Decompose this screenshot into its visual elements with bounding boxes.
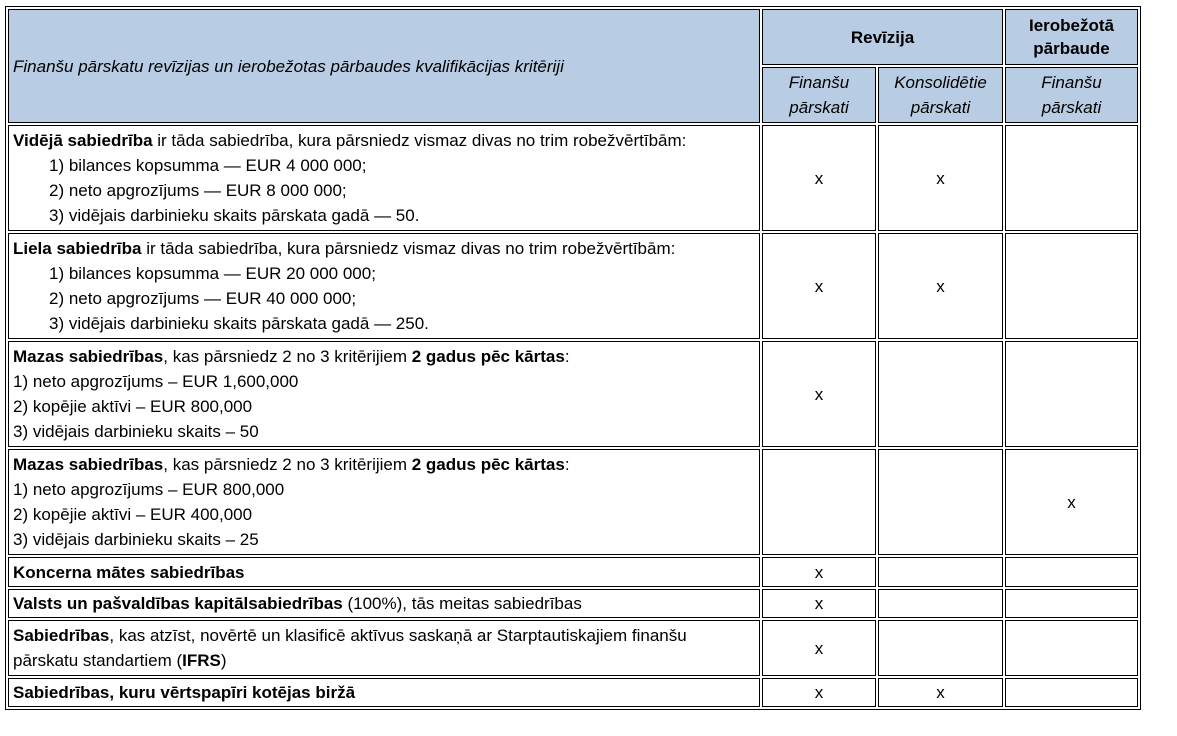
criterion-item: 1) neto apgrozījums – EUR 800,000 — [13, 480, 285, 499]
table-row — [8, 341, 1138, 447]
mark-cell — [878, 589, 1003, 618]
criterion-cell — [8, 233, 760, 339]
table-row — [8, 620, 1138, 676]
header-ierobezota-parbaude: Ierobežotā pārbaude — [1005, 9, 1138, 65]
header-sub-finansu-parskati: Finanšu pārskati — [762, 67, 876, 123]
criterion-item: 3) vidējais darbinieku skaits pārskata gadā — 50. — [49, 206, 420, 225]
mark-cell — [1005, 678, 1138, 707]
criterion-item: 2) kopējie aktīvi – EUR 800,000 — [13, 397, 253, 416]
mark-cell: x — [762, 125, 876, 231]
mark-cell: x — [762, 678, 876, 707]
criterion-cell: Valsts un pašvaldības kapitālsabiedrības (100%), tās meitas sabiedrības — [8, 589, 760, 618]
criterion-item: 2) neto apgrozījums — EUR 40 000 000; — [49, 289, 357, 308]
criterion-item: 1) bilances kopsumma — EUR 4 000 000; — [49, 156, 367, 175]
criterion-item: 3) vidējais darbinieku skaits pārskata gadā — 250. — [49, 314, 429, 333]
criterion-cell: Sabiedrības, kuru vērtspapīri kotējas biržā — [8, 678, 760, 707]
criterion-cell — [8, 449, 760, 555]
mark-cell: x — [878, 678, 1003, 707]
mark-cell — [1005, 620, 1138, 676]
mark-cell: x — [762, 620, 876, 676]
criterion-cell — [8, 125, 760, 231]
mark-cell — [1005, 233, 1138, 339]
table-row — [8, 233, 1138, 339]
table-title: Finanšu pārskatu revīzijas un ierobežotas pārbaudes kvalifikācijas kritēriji — [8, 9, 760, 123]
mark-cell — [878, 341, 1003, 447]
criterion-item: 3) vidējais darbinieku skaits – 25 — [13, 530, 259, 549]
mark-cell — [762, 449, 876, 555]
criteria-table — [5, 6, 1141, 710]
criterion-cell: Koncerna mātes sabiedrības — [8, 557, 760, 587]
mark-cell: x — [762, 557, 876, 587]
criterion-heading: Mazas sabiedrības, kas pārsniedz 2 no 3 kritērijiem 2 gadus pēc kārtas: — [13, 455, 570, 474]
table-row — [8, 589, 1138, 618]
table-row — [8, 449, 1138, 555]
mark-cell: x — [762, 341, 876, 447]
criterion-cell — [8, 341, 760, 447]
criterion-item: 3) vidējais darbinieku skaits – 50 — [13, 422, 259, 441]
mark-cell: x — [762, 589, 876, 618]
criterion-item: 2) neto apgrozījums — EUR 8 000 000; — [49, 181, 347, 200]
table-row — [8, 125, 1138, 231]
header-sub-konsolidetie-parskati: Konsolidētie pārskati — [878, 67, 1003, 123]
mark-cell — [878, 449, 1003, 555]
mark-cell: x — [878, 233, 1003, 339]
criterion-heading: Liela sabiedrība ir tāda sabiedrība, kura pārsniedz vismaz divas no trim robežvērtībām: — [13, 239, 676, 258]
mark-cell — [878, 620, 1003, 676]
mark-cell — [1005, 589, 1138, 618]
table-row — [8, 557, 1138, 587]
criterion-item: 1) neto apgrozījums – EUR 1,600,000 — [13, 372, 299, 391]
criterion-heading: Mazas sabiedrības, kas pārsniedz 2 no 3 kritērijiem 2 gadus pēc kārtas: — [13, 347, 570, 366]
mark-cell: x — [1005, 449, 1138, 555]
mark-cell — [878, 557, 1003, 587]
mark-cell — [1005, 557, 1138, 587]
header-revizija: Revīzija — [762, 9, 1003, 65]
mark-cell: x — [762, 233, 876, 339]
mark-cell — [1005, 341, 1138, 447]
mark-cell — [1005, 125, 1138, 231]
header-sub-finansu-parskati-ierobezota: Finanšu pārskati — [1005, 67, 1138, 123]
criterion-heading: Vidējā sabiedrība ir tāda sabiedrība, kura pārsniedz vismaz divas no trim robežvērtībām: — [13, 131, 687, 150]
criterion-cell: Sabiedrības, kas atzīst, novērtē un klasificē aktīvus saskaņā ar Starptautiskajiem finanšu pārskatu standartiem (IFRS) — [8, 620, 760, 676]
criterion-item: 1) bilances kopsumma — EUR 20 000 000; — [49, 264, 376, 283]
mark-cell: x — [878, 125, 1003, 231]
criterion-item: 2) kopējie aktīvi – EUR 400,000 — [13, 505, 253, 524]
table-row — [8, 678, 1138, 707]
